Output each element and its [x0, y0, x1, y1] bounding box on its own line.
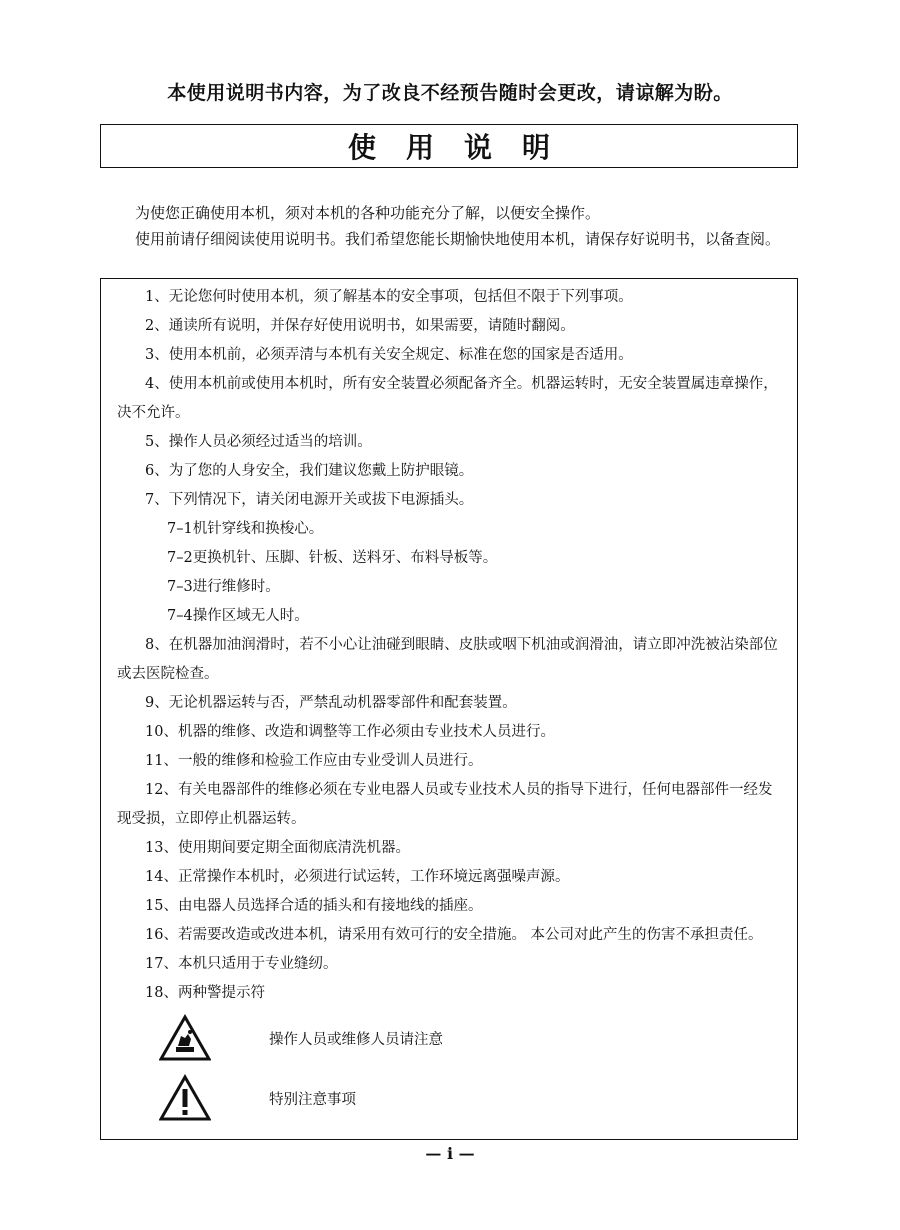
- safety-item-text: 3、使用本机前，必须弄清与本机有关安全规定、标准在您的国家是否适用。: [145, 347, 633, 363]
- warning-label: 操作人员或维修人员请注意: [269, 1031, 443, 1048]
- safety-item: [117, 312, 783, 341]
- safety-item-text: 7–2更换机针、压脚、针板、送料牙、布料导板等。: [167, 550, 498, 566]
- safety-item-text: 12、有关电器部件的维修必须在专业电器人员或专业技术人员的指导下进行，任何电器部件一经发现受损，立即停止机器运转。: [117, 782, 773, 827]
- safety-item-text: 8、在机器加油润滑时，若不小心让油碰到眼睛、皮肤或咽下机油或润滑油，请立即冲洗被沾染部位或去医院检查。: [117, 637, 778, 682]
- safety-item: [117, 341, 783, 370]
- safety-item: [117, 486, 783, 515]
- safety-item: [117, 892, 783, 921]
- intro-paragraph: 使用前请仔细阅读使用说明书。我们希望您能长期愉快地使用本机，请保存好说明书，以备查阅。: [135, 230, 781, 248]
- page-title: 使用说明: [347, 131, 580, 164]
- safety-item: [117, 921, 783, 950]
- page-number: — i —: [425, 1144, 475, 1163]
- safety-item-text: 7–3进行维修时。: [167, 579, 280, 595]
- hand-crush-warning-icon: [159, 1014, 211, 1062]
- safety-item-text: 9、无论机器运转与否，严禁乱动机器零部件和配套装置。: [145, 695, 517, 711]
- title-box: [100, 124, 798, 168]
- warning-label: 特别注意事项: [269, 1091, 356, 1108]
- safety-sub-item: [117, 573, 783, 602]
- safety-item: [117, 283, 783, 312]
- safety-item-text: 14、正常操作本机时，必须进行试运转，工作环境远离强噪声源。: [145, 869, 570, 885]
- safety-item-text: 13、使用期间要定期全面彻底清洗机器。: [145, 840, 410, 856]
- safety-item: [117, 689, 783, 718]
- intro-section: [117, 200, 797, 252]
- warning-row: [117, 1068, 783, 1128]
- safety-item-text: 1、无论您何时使用本机，须了解基本的安全事项，包括但不限于下列事项。: [145, 289, 633, 305]
- safety-item-text: 16、若需要改造或改进本机，请采用有效可行的安全措施。 本公司对此产生的伤害不承担责任。: [145, 927, 763, 943]
- safety-item: [117, 457, 783, 486]
- safety-item-text: 2、通读所有说明，并保存好使用说明书，如果需要，请随时翻阅。: [145, 318, 575, 334]
- safety-items-list: [117, 283, 783, 1008]
- safety-item-text: 7、下列情况下，请关闭电源开关或拔下电源插头。: [145, 492, 474, 508]
- exclamation-warning-icon: [159, 1074, 211, 1122]
- safety-item-text: 5、操作人员必须经过适当的培训。: [145, 434, 372, 450]
- safety-item-text: 6、为了您的人身安全，我们建议您戴上防护眼镜。: [145, 463, 474, 479]
- safety-item: [117, 834, 783, 863]
- safety-sub-item: [117, 602, 783, 631]
- safety-item-text: 10、机器的维修、改造和调整等工作必须由专业技术人员进行。: [145, 724, 555, 740]
- warning-row: [117, 1008, 783, 1068]
- safety-item-text: 7–4操作区域无人时。: [167, 608, 309, 624]
- safety-item: [117, 747, 783, 776]
- safety-item: [117, 863, 783, 892]
- safety-item-text: 11、一般的维修和检验工作应由专业受训人员进行。: [145, 753, 483, 769]
- safety-item: [117, 718, 783, 747]
- safety-item-text: 7–1机针穿线和换梭心。: [167, 521, 324, 537]
- safety-item: [117, 950, 783, 979]
- safety-item: [117, 979, 783, 1008]
- safety-item-text: 4、使用本机前或使用本机时，所有安全装置必须配备齐全。机器运转时，无安全装置属违章操作，决不允许。: [117, 376, 778, 421]
- safety-item: [117, 631, 783, 689]
- safety-items-box: [100, 278, 798, 1140]
- safety-item: [117, 428, 783, 457]
- safety-item: [117, 370, 783, 428]
- safety-item-text: 18、两种警提示符: [145, 985, 265, 1001]
- safety-sub-item: [117, 515, 783, 544]
- safety-item-text: 15、由电器人员选择合适的插头和有接地线的插座。: [145, 898, 483, 914]
- safety-item: [117, 776, 783, 834]
- safety-item-text: 17、本机只适用于专业缝纫。: [145, 956, 338, 972]
- intro-paragraph: 为使您正确使用本机，须对本机的各种功能充分了解，以便安全操作。: [135, 204, 601, 222]
- safety-sub-item: [117, 544, 783, 573]
- revision-notice: 本使用说明书内容，为了改良不经预告随时会更改，请谅解为盼。: [167, 82, 733, 104]
